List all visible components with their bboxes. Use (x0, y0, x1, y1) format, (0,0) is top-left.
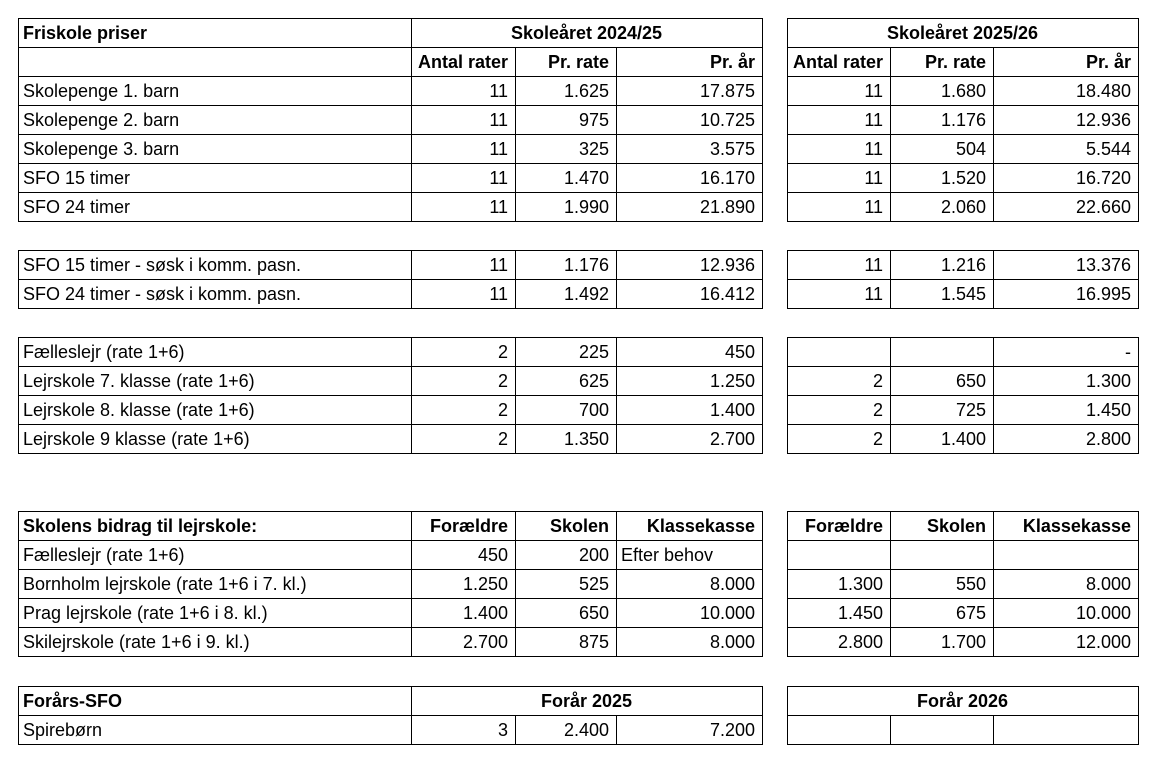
section-title: Skolens bidrag til lejrskole: (23, 516, 258, 536)
row-label: Lejrskole 8. klasse (rate 1+6) (23, 400, 255, 420)
section-title: Friskole priser (23, 23, 148, 43)
grid-line (1138, 511, 1139, 657)
row-label: Fælleslejr (rate 1+6) (23, 342, 185, 362)
table-cell (993, 716, 1138, 745)
column-header: Pr. år (1085, 52, 1131, 72)
column-header: Forældre (804, 516, 883, 536)
table-cell: 11 (489, 110, 508, 130)
row-label: SFO 24 timer - søsk i komm. pasn. (23, 284, 302, 304)
table-cell: 22.660 (1075, 197, 1131, 217)
row-label: Skolepenge 2. barn (23, 110, 180, 130)
column-header: Klassekasse (1022, 516, 1131, 536)
table-cell: 200 (578, 545, 609, 565)
table-cell: 2 (497, 400, 508, 420)
column-header: Klassekasse (646, 516, 755, 536)
table-cell: 550 (955, 574, 986, 594)
table-cell: 450 (724, 342, 755, 362)
table-cell: 2.800 (1085, 429, 1131, 449)
table-cell: 1.680 (940, 81, 986, 101)
table-cell: 16.720 (1075, 168, 1131, 188)
table-cell: 11 (864, 168, 883, 188)
table-cell: 1.700 (940, 632, 986, 652)
row-label: Prag lejrskole (rate 1+6 i 8. kl.) (23, 603, 268, 623)
grid-line (1138, 18, 1139, 222)
row-label: Bornholm lejrskole (rate 1+6 i 7. kl.) (23, 574, 307, 594)
table-cell: 675 (955, 603, 986, 623)
table-cell: 225 (578, 342, 609, 362)
row-label: Spirebørn (23, 720, 103, 740)
table-cell (787, 338, 890, 367)
grid-line (762, 18, 763, 222)
table-cell: 2.800 (837, 632, 883, 652)
table-cell: 875 (578, 632, 609, 652)
table-cell: 1.492 (563, 284, 609, 304)
table-cell: 2.060 (940, 197, 986, 217)
grid-line (762, 337, 763, 454)
table-cell: 12.936 (1075, 110, 1131, 130)
table-cell: Efter behov (621, 545, 714, 565)
table-cell: 8.000 (709, 632, 755, 652)
table-cell: 1.176 (940, 110, 986, 130)
table-cell: 10.000 (1075, 603, 1131, 623)
grid-line (1138, 686, 1139, 745)
table-cell: 650 (578, 603, 609, 623)
table-cell: 1.250 (709, 371, 755, 391)
table-cell: 525 (578, 574, 609, 594)
table-cell: 11 (864, 110, 883, 130)
table-cell: 1.300 (1085, 371, 1131, 391)
table-cell: 700 (578, 400, 609, 420)
table-cell: 2 (872, 429, 883, 449)
grid-line (762, 686, 763, 745)
table-cell: 2.700 (462, 632, 508, 652)
table-cell: 16.412 (699, 284, 755, 304)
table-cell: 1.450 (1085, 400, 1131, 420)
table-cell: 1.545 (940, 284, 986, 304)
table-cell: 3.575 (709, 139, 755, 159)
table-cell: 625 (578, 371, 609, 391)
table-cell: 11 (489, 284, 508, 304)
table-cell: 8.000 (709, 574, 755, 594)
table-cell: 325 (578, 139, 609, 159)
column-header: Forældre (429, 516, 508, 536)
table-cell: 11 (489, 139, 508, 159)
table-cell: 11 (864, 255, 883, 275)
row-label: Lejrskole 7. klasse (rate 1+6) (23, 371, 255, 391)
table-cell: 650 (955, 371, 986, 391)
table-cell: 2 (497, 429, 508, 449)
column-header: Skolen (926, 516, 986, 536)
table-cell: 2 (872, 400, 883, 420)
table-cell: 1.990 (563, 197, 609, 217)
column-header: Antal rater (793, 52, 884, 72)
row-label: Lejrskole 9 klasse (rate 1+6) (23, 429, 250, 449)
column-header: Antal rater (417, 52, 508, 72)
table-cell: 5.544 (1085, 139, 1131, 159)
row-label: SFO 15 timer (23, 168, 131, 188)
table-cell: 2.400 (563, 720, 609, 740)
table-cell: 1.350 (563, 429, 609, 449)
table-cell: 10.725 (699, 110, 755, 130)
table-cell: 1.400 (940, 429, 986, 449)
row-label: Skolepenge 3. barn (23, 139, 180, 159)
year-header: Skoleåret 2025/26 (886, 23, 1039, 43)
table-cell: 1.470 (563, 168, 609, 188)
table-cell: 11 (489, 81, 508, 101)
grid-line (1138, 337, 1139, 454)
table-cell: 11 (864, 81, 883, 101)
table-cell: 11 (489, 168, 508, 188)
year-header: Forår 2025 (540, 691, 633, 711)
table-cell: 11 (864, 139, 883, 159)
grid-line (762, 511, 763, 657)
table-cell: 7.200 (709, 720, 755, 740)
table-cell: 16.170 (699, 168, 755, 188)
table-cell (890, 716, 993, 745)
table-cell (993, 541, 1138, 570)
table-cell: 12.936 (699, 255, 755, 275)
table-cell: 11 (489, 255, 508, 275)
table-cell: 17.875 (699, 81, 755, 101)
table-cell: 1.250 (462, 574, 508, 594)
table-cell: 1.625 (563, 81, 609, 101)
table-cell: 1.216 (940, 255, 986, 275)
table-cell: 1.300 (837, 574, 883, 594)
table-cell: 1.520 (940, 168, 986, 188)
table-cell: 11 (864, 284, 883, 304)
table-cell: 21.890 (699, 197, 755, 217)
row-label: Skolepenge 1. barn (23, 81, 180, 101)
column-header: Pr. rate (547, 52, 609, 72)
table-cell (787, 541, 890, 570)
column-header: Pr. år (709, 52, 755, 72)
table-cell: 12.000 (1075, 632, 1131, 652)
table-cell: 1.400 (462, 603, 508, 623)
table-cell: 2 (497, 342, 508, 362)
row-label: SFO 15 timer - søsk i komm. pasn. (23, 255, 302, 275)
year-header: Skoleåret 2024/25 (510, 23, 663, 43)
grid-line (1138, 250, 1139, 309)
table-cell: 11 (489, 197, 508, 217)
row-label: SFO 24 timer (23, 197, 131, 217)
table-cell: 2 (872, 371, 883, 391)
table-cell: 1.450 (837, 603, 883, 623)
table-cell: 11 (864, 197, 883, 217)
row-label: Fælleslejr (rate 1+6) (23, 545, 185, 565)
table-cell: 975 (578, 110, 609, 130)
table-cell (787, 716, 890, 745)
table-cell: 3 (497, 720, 508, 740)
table-cell: 18.480 (1075, 81, 1131, 101)
table-cell: 504 (955, 139, 986, 159)
table-cell: 725 (955, 400, 986, 420)
table-cell: 13.376 (1075, 255, 1131, 275)
section-title: Forårs-SFO (23, 691, 123, 711)
table-cell (890, 338, 993, 367)
table-cell: 2 (497, 371, 508, 391)
table-cell: 450 (477, 545, 508, 565)
row-label: Skilejrskole (rate 1+6 i 9. kl.) (23, 632, 250, 652)
column-header: Skolen (549, 516, 609, 536)
table-cell (890, 541, 993, 570)
table-cell: 2.700 (709, 429, 755, 449)
table-cell: 1.176 (563, 255, 609, 275)
table-cell: 1.400 (709, 400, 755, 420)
table-cell: 8.000 (1085, 574, 1131, 594)
table-cell: - (1125, 342, 1131, 362)
table-cell: 10.000 (699, 603, 755, 623)
column-header: Pr. rate (924, 52, 986, 72)
year-header: Forår 2026 (916, 691, 1009, 711)
grid-line (762, 250, 763, 309)
table-cell: 16.995 (1075, 284, 1131, 304)
